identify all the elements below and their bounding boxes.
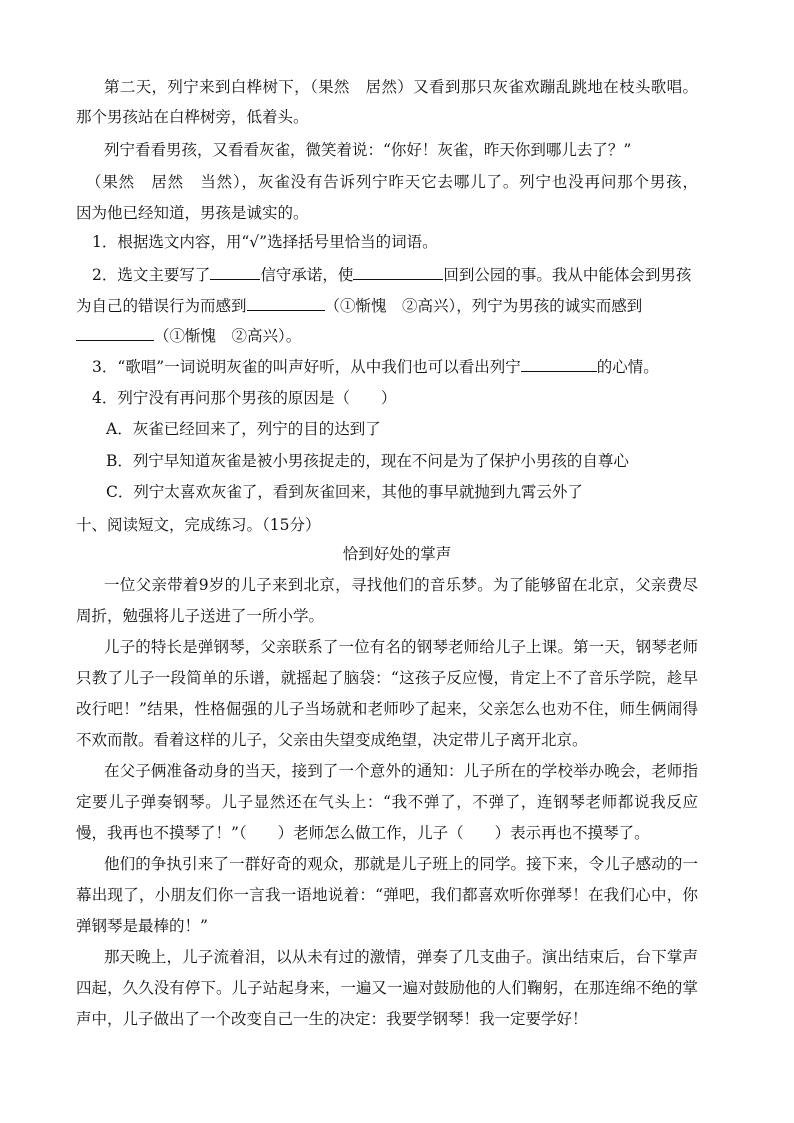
- passage2-line: 定要儿子弹奏钢琴。儿子显然还在气头上：“我不弹了，不弹了，连钢琴老师都说我反应: [76, 793, 698, 811]
- answer-blank[interactable]: [521, 357, 597, 372]
- passage2-line: 他们的争执引来了一群好奇的观众，那就是儿子班上的同学。接下来，令儿子感动的一: [104, 855, 698, 873]
- question-3: [92, 357, 659, 377]
- question-2-text: （①惭愧 ②高兴）。: [154, 327, 302, 345]
- passage2-line: 弹钢琴是最棒的！”: [76, 917, 208, 935]
- passage-title: 恰到好处的掌声: [342, 545, 452, 563]
- answer-blank[interactable]: [210, 265, 260, 280]
- answer-blank[interactable]: [76, 326, 154, 341]
- passage2-line: 周折，勉强将儿子送进了一所小学。: [76, 607, 325, 625]
- option-c[interactable]: C．列宁太喜欢灰雀了，看到灰雀回来，其他的事早就抛到九霄云外了: [106, 483, 583, 501]
- option-a[interactable]: A．灰雀已经回来了，列宁的目的达到了: [106, 420, 381, 438]
- question-1: 1．根据选文内容，用“√”选择括号里恰当的词语。: [92, 233, 438, 251]
- passage1-line: 因为他已经知道，男孩是诚实的。: [76, 204, 309, 222]
- question-3-text: 3．“歌唱”一词说明灰雀的叫声好听，从中我们也可以看出列宁: [92, 358, 521, 376]
- question-2-line3: [76, 326, 301, 346]
- passage1-line: 列宁看看男孩，又看看灰雀，微笑着说：“你好！灰雀，昨天你到哪儿去了？”: [104, 141, 632, 159]
- passage1-line: 第二天，列宁来到白桦树下，（果然 居然）又看到那只灰雀欢蹦乱跳地在枝头歌唱。: [104, 78, 698, 96]
- question-2-text: 信守承诺，使: [260, 266, 354, 284]
- passage2-line: 那天晚上，儿子流着泪，以从未有过的激情，弹奏了几支曲子。演出结束后，台下掌声: [104, 948, 698, 966]
- passage2-line: 只教了儿子一段简单的乐谱，就摇起了脑袋：“这孩子反应慢，肯定上不了音乐学院，趁早: [76, 669, 698, 687]
- question-2-line2: [76, 296, 642, 316]
- passage2-line: 一位父亲带着9岁的儿子来到北京，寻找他们的音乐梦。为了能够留在北京，父亲费尽: [104, 576, 698, 594]
- question-2-line1: [92, 265, 691, 285]
- question-2-text: 回到公园的事。我从中能体会到男孩: [443, 266, 692, 284]
- question-3-text: 的心情。: [596, 358, 659, 376]
- answer-blank[interactable]: [247, 296, 325, 311]
- passage1-line: （果然 居然 当然），灰雀没有告诉列宁昨天它去哪儿了。列宁也没再问那个男孩，: [86, 173, 698, 191]
- option-b[interactable]: B．列宁早知道灰雀是被小男孩捉走的，现在不问是为了保护小男孩的自尊心: [106, 452, 629, 470]
- passage2-line: 改行吧！”结果，性格倔强的儿子当场就和老师吵了起来，父亲怎么也劝不住，师生俩闹得: [76, 700, 698, 718]
- question-2-text: 2．选文主要写了: [92, 266, 211, 284]
- answer-blank[interactable]: [353, 265, 443, 280]
- passage2-line: 在父子俩准备动身的当天，接到了一个意外的通知：儿子所在的学校举办晚会，老师指: [104, 762, 698, 780]
- passage2-line: 声中，儿子做出了一个改变自己一生的决定：我要学钢琴！我一定要学好！: [76, 1010, 588, 1028]
- section-heading: 十、阅读短文，完成练习。（15分）: [76, 516, 321, 534]
- passage2-line: 幕出现了，小朋友们你一言我一语地说着：“弹吧，我们都喜欢听你弹琴！在我们心中，你: [76, 886, 698, 904]
- passage1-line: 那个男孩站在白桦树旁，低着头。: [76, 108, 309, 126]
- question-2-text: 为自己的错误行为而感到: [76, 297, 247, 315]
- question-2-text: （①惭愧 ②高兴），列宁为男孩的诚实而感到: [324, 297, 643, 315]
- passage2-line: 慢，我再也不摸琴了！”（ ）老师怎么做工作，儿子（ ）表示再也不摸琴了。: [76, 824, 650, 842]
- passage2-line: 儿子的特长是弹钢琴，父亲联系了一位有名的钢琴老师给儿子上课。第一天，钢琴老师: [104, 638, 698, 656]
- question-4: 4．列宁没有再问那个男孩的原因是（ ）: [92, 389, 397, 407]
- passage2-line: 不欢而散。看着这样的儿子，父亲由失望变成绝望，决定带儿子离开北京。: [76, 731, 588, 749]
- passage2-line: 四起，久久没有停下。儿子站起身来，一遍又一遍对鼓励他的人们鞠躬，在那连绵不绝的掌: [76, 979, 698, 997]
